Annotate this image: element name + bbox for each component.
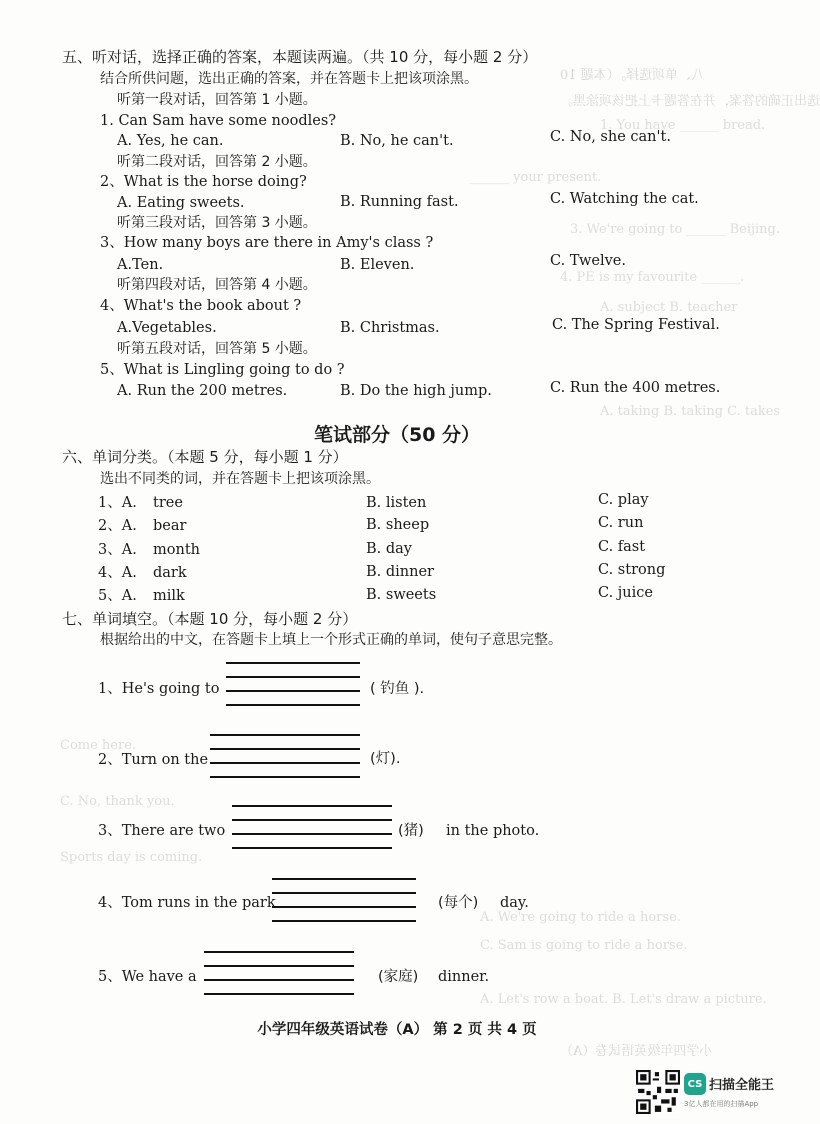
answer-blank-line	[204, 979, 354, 981]
section5-title: 五、听对话，选择正确的答案，本题读两遍。（共 10 分，每小题 2 分）	[62, 48, 538, 66]
answer-blank-line	[204, 951, 354, 953]
section5-instruction: 结合所供问题，选出正确的答案，并在答题卡上把该项涂黑。	[100, 71, 478, 87]
option-c: C. Watching the cat.	[550, 191, 699, 207]
bleed-text: A. taking B. taking C. takes	[600, 404, 781, 419]
chinese-hint: ( 钓鱼 ).	[370, 681, 425, 697]
answer-blank-line	[204, 965, 354, 967]
scanner-logo-icon: CS	[684, 1073, 706, 1095]
section7-title: 七、单词填空。（本题 10 分，每小题 2 分）	[62, 610, 358, 628]
bleed-text: 1. You have ______ bread.	[600, 118, 766, 133]
bleed-text: 小学四年级英语试卷（A）	[560, 1044, 713, 1059]
option-b: B. dinner	[366, 564, 434, 580]
question-intro: 听第二段对话，回答第 2 小题。	[117, 154, 317, 170]
option-c: C. juice	[598, 585, 653, 601]
section6-title: 六、单词分类。（本题 5 分，每小题 1 分）	[62, 448, 348, 466]
bleed-text: ______ your present.	[470, 170, 602, 185]
question-text: 3、How many boys are there in Amy's class ?	[100, 235, 434, 251]
bleed-text: 4. PE is my favourite ______.	[560, 270, 745, 285]
bleed-text: 选出正确的答案，并在答题卡上把该项涂黑。	[560, 94, 820, 109]
question-intro: 听第三段对话，回答第 3 小题。	[117, 215, 317, 231]
answer-blank-line	[210, 734, 360, 736]
option-c: C. The Spring Festival.	[552, 317, 720, 333]
option-a: A.Ten.	[117, 257, 164, 273]
scanner-app-name: 扫描全能王	[709, 1078, 775, 1093]
option-b: B. sheep	[366, 517, 430, 533]
option-c: C. No, she can't.	[550, 129, 671, 145]
bleed-text: A. Let's row a boat. B. Let's draw a picture.	[480, 992, 767, 1007]
scanner-tagline: 3亿人都在用的扫描App	[684, 1100, 759, 1108]
bleed-text: 3. We're going to ______ Beijing.	[570, 222, 781, 237]
option-a: A. Eating sweets.	[117, 195, 245, 211]
option-a: tree	[153, 495, 183, 511]
chinese-hint: (猪)	[398, 823, 424, 839]
fill-item-text: in the photo.	[446, 823, 540, 839]
option-a: dark	[153, 565, 187, 581]
page-footer: 小学四年级英语试卷（A） 第 2 页 共 4 页	[257, 1022, 537, 1038]
fill-item-text: dinner.	[438, 969, 490, 985]
option-c: C. Twelve.	[550, 253, 626, 269]
option-a: A. Yes, he can.	[117, 133, 224, 149]
answer-blank-line	[210, 776, 360, 778]
option-c: C. run	[598, 515, 644, 531]
bleed-text: C. No, thank you.	[60, 794, 175, 809]
row-number: 5、A.	[98, 588, 137, 604]
fill-item-text: 4、Tom runs in the park	[98, 895, 276, 911]
row-number: 3、A.	[98, 542, 137, 558]
answer-blank-line	[232, 833, 392, 835]
question-intro: 听第四段对话，回答第 4 小题。	[117, 277, 317, 293]
answer-blank-line	[226, 662, 360, 664]
option-b: B. listen	[366, 495, 427, 511]
answer-blank-line	[272, 878, 416, 880]
chinese-hint: (每个)	[438, 895, 479, 911]
answer-blank-line	[210, 748, 360, 750]
question-intro: 听第五段对话，回答第 5 小题。	[117, 341, 317, 357]
section7-instruction: 根据给出的中文，在答题卡上填上一个形式正确的单词，使句子意思完整。	[100, 632, 562, 648]
answer-blank-line	[226, 690, 360, 692]
section6-instruction: 选出不同类的词，并在答题卡上把该项涂黑。	[100, 471, 380, 487]
option-b: B. Eleven.	[340, 257, 415, 273]
answer-blank-line	[210, 762, 360, 764]
row-number: 2、A.	[98, 518, 137, 534]
answer-blank-line	[272, 906, 416, 908]
row-number: 4、A.	[98, 565, 137, 581]
qr-code-icon	[636, 1070, 680, 1114]
bleed-text: Sports day is coming.	[60, 850, 203, 865]
option-c: C. strong	[598, 562, 666, 578]
answer-blank-line	[232, 847, 392, 849]
option-c: C. Run the 400 metres.	[550, 380, 721, 396]
chinese-hint: (家庭)	[378, 969, 419, 985]
fill-item-text: 3、There are two	[98, 823, 226, 839]
bleed-text: A. We're going to ride a horse.	[480, 910, 681, 925]
answer-blank-line	[204, 993, 354, 995]
option-c: C. fast	[598, 539, 646, 555]
bleed-text: 八、单项选择。（本题 10	[560, 68, 705, 83]
chinese-hint: (灯).	[370, 751, 401, 767]
answer-blank-line	[226, 676, 360, 678]
option-b: B. Christmas.	[340, 320, 440, 336]
answer-blank-line	[272, 892, 416, 894]
option-a: A.Vegetables.	[117, 320, 217, 336]
option-b: B. No, he can't.	[340, 133, 454, 149]
answer-blank-line	[232, 805, 392, 807]
question-intro: 听第一段对话，回答第 1 小题。	[117, 92, 317, 108]
fill-item-text: 2、Turn on the	[98, 752, 209, 768]
option-a: milk	[153, 588, 185, 604]
option-a: month	[153, 542, 200, 558]
row-number: 1、A.	[98, 495, 137, 511]
question-text: 5、What is Lingling going to do ?	[100, 362, 345, 378]
answer-blank-line	[272, 920, 416, 922]
question-text: 4、What's the book about ?	[100, 298, 302, 314]
fill-item-text: 5、We have a	[98, 969, 197, 985]
bleed-text: A. subject B. teacher	[600, 300, 738, 315]
fill-item-text: 1、He's going to	[98, 681, 220, 697]
fill-item-text: day.	[500, 895, 529, 911]
answer-blank-line	[232, 819, 392, 821]
option-a: A. Run the 200 metres.	[117, 383, 288, 399]
question-text: 2、What is the horse doing?	[100, 174, 307, 190]
answer-blank-line	[226, 704, 360, 706]
question-text: 1. Can Sam have some noodles?	[100, 113, 337, 129]
option-b: B. Do the high jump.	[340, 383, 492, 399]
bleed-text: C. Sam is going to ride a horse.	[480, 938, 688, 953]
option-c: C. play	[598, 492, 649, 508]
written-part-title: 笔试部分（50 分）	[313, 424, 481, 446]
bleed-text: Come here.	[60, 738, 137, 753]
option-a: bear	[153, 518, 187, 534]
option-b: B. day	[366, 541, 412, 557]
option-b: B. sweets	[366, 587, 437, 603]
option-b: B. Running fast.	[340, 194, 459, 210]
